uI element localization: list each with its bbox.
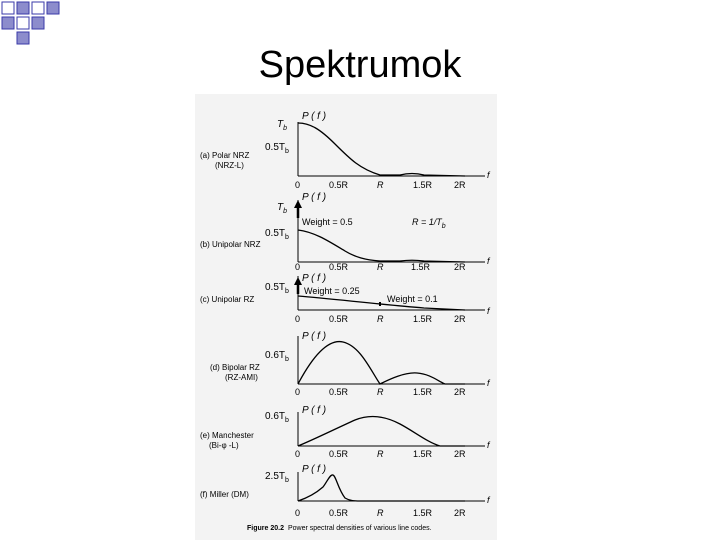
y-top-label: $0.6T_b$	[265, 411, 289, 424]
x-tick: 1.5R	[413, 387, 433, 397]
panel-label-line: (a) Polar NRZ	[200, 151, 250, 160]
panel-label-line: (Bi-φ -L)	[209, 441, 239, 450]
x-tick: 0.5R	[329, 314, 349, 324]
x-tick: 2R	[454, 262, 466, 272]
figure-caption: Figure 20.2 Power spectral densities of various line codes.	[247, 525, 432, 532]
x-tick: 2R	[454, 508, 466, 518]
y-top-label: $0.6T_b$	[265, 350, 289, 363]
f-label: f	[487, 256, 490, 266]
annotation: Weight = 0.5	[302, 217, 353, 227]
panel-label-line: (RZ-AMI)	[225, 373, 258, 382]
x-tick: R	[377, 180, 384, 190]
x-tick: 0	[295, 180, 301, 190]
x-tick: 0	[295, 387, 301, 397]
y-top-label: $T_b$	[277, 119, 288, 132]
x-tick: 1.5R	[413, 180, 433, 190]
p-label: P ( f )	[302, 192, 327, 203]
x-tick: 0	[295, 314, 301, 324]
x-tick: 2R	[454, 449, 466, 459]
x-tick: 1.5R	[411, 262, 431, 272]
x-tick: R	[377, 508, 384, 518]
x-tick: 2R	[454, 314, 466, 324]
f-label: f	[487, 306, 490, 316]
x-tick: 0.5R	[329, 262, 349, 272]
panel-label-line: (b) Unipolar NRZ	[200, 240, 261, 249]
x-tick: 0.5R	[329, 180, 349, 190]
x-tick: R	[377, 449, 384, 459]
x-tick: 0.5R	[329, 387, 349, 397]
annotation: Weight = 0.1	[387, 294, 438, 304]
panel-label-line: (e) Manchester	[200, 431, 254, 440]
decorative-squares	[0, 0, 60, 45]
x-tick: 0	[295, 508, 301, 518]
panel-label-line: (c) Unipolar RZ	[200, 295, 255, 304]
x-tick: 2R	[454, 387, 466, 397]
p-label: P ( f )	[302, 331, 327, 342]
x-tick: 0.5R	[329, 508, 349, 518]
p-label: P ( f )	[302, 111, 327, 122]
psd-figure	[195, 94, 497, 540]
x-tick: R	[377, 314, 384, 324]
slide-title: Spektrumok	[258, 44, 462, 86]
f-label: f	[487, 170, 490, 180]
annotation: $R = 1/T_b$	[412, 217, 446, 230]
panel-label-line: (f) Miller (DM)	[200, 490, 249, 499]
x-tick: 2R	[454, 180, 466, 190]
x-tick: 0.5R	[329, 449, 349, 459]
f-label: f	[487, 378, 490, 388]
f-label: f	[487, 495, 490, 505]
x-tick: 1.5R	[413, 508, 433, 518]
y-top-label: $2.5T_b$	[265, 471, 289, 484]
x-tick: 0	[295, 262, 301, 272]
x-tick: 0	[295, 449, 301, 459]
p-label: P ( f )	[302, 464, 327, 475]
p-label: P ( f )	[302, 273, 327, 284]
x-tick: 1.5R	[413, 449, 433, 459]
p-label: P ( f )	[302, 405, 327, 416]
x-tick: 1.5R	[413, 314, 433, 324]
x-tick: R	[377, 262, 384, 272]
annotation: Weight = 0.25	[304, 286, 360, 296]
panel-label-line: (NRZ-L)	[215, 161, 244, 170]
y-mid-label: $0.5T_b$	[265, 142, 289, 155]
f-label: f	[487, 440, 490, 450]
y-top-label: $T_b$	[277, 202, 288, 215]
panel-label-line: (d) Bipolar RZ	[210, 363, 260, 372]
y-top-label: $0.5T_b$	[265, 282, 289, 295]
x-tick: R	[377, 387, 384, 397]
y-mid-label: $0.5T_b$	[265, 228, 289, 241]
